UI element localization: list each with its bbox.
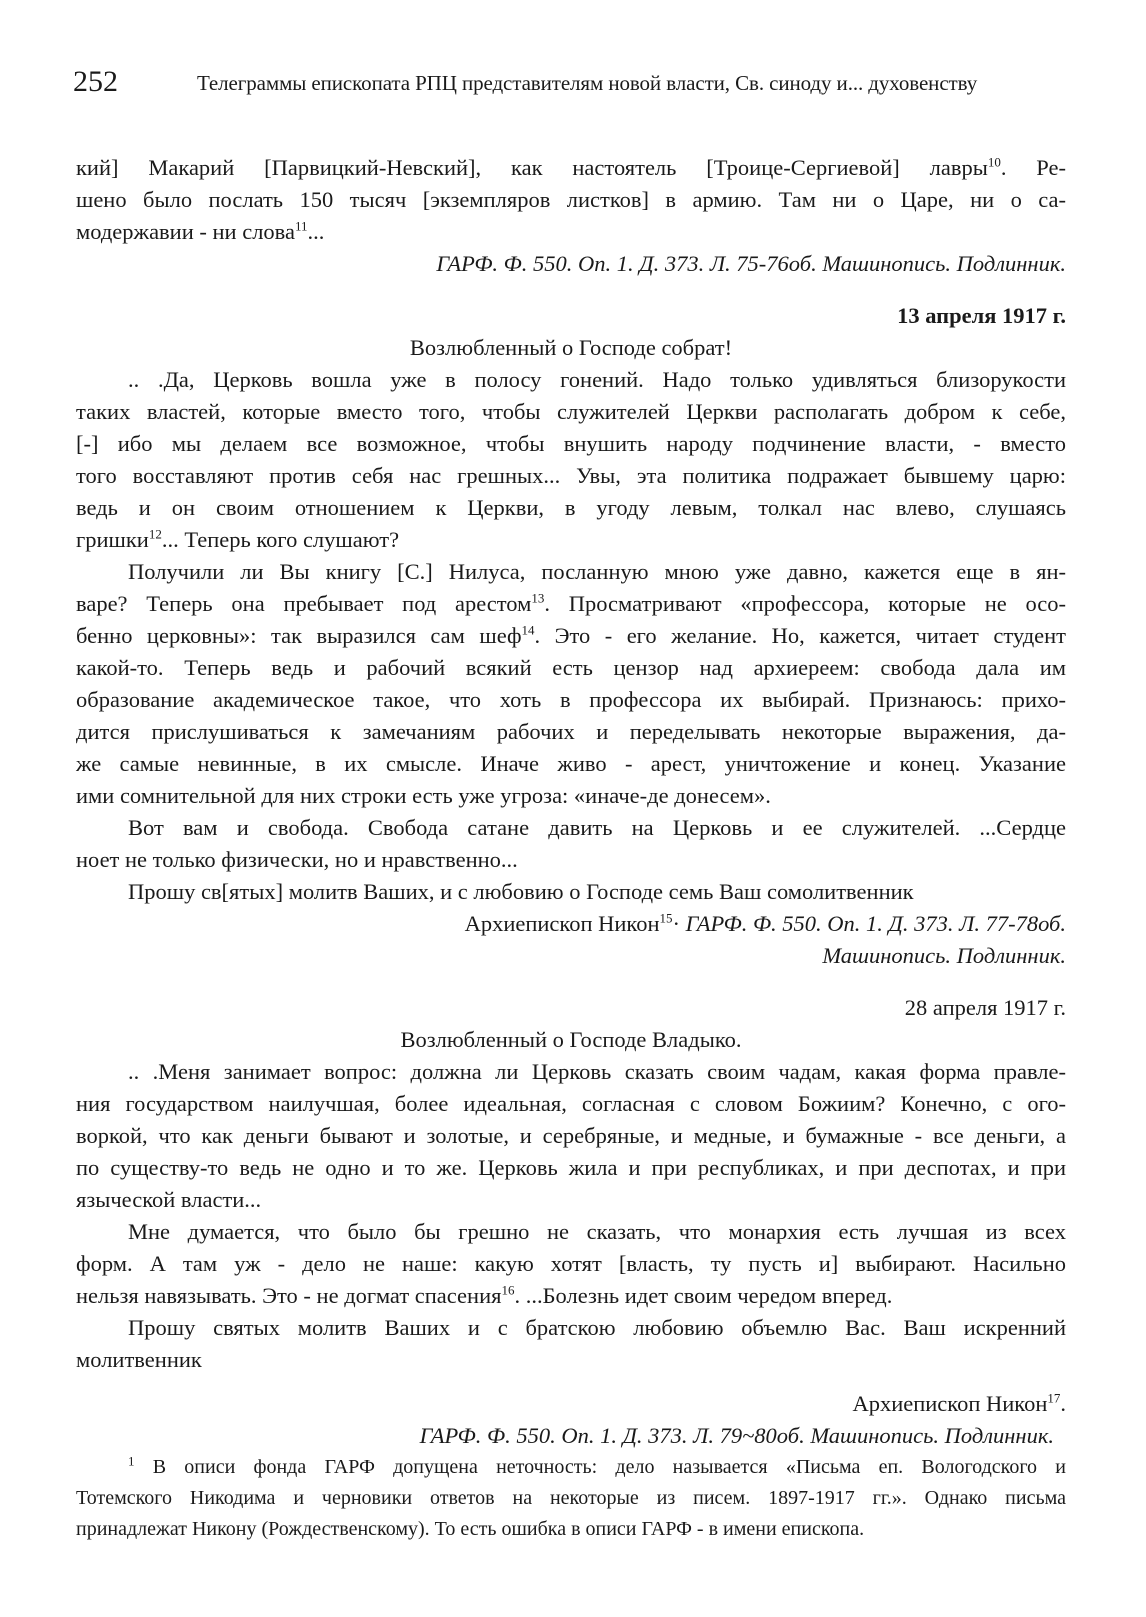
text-line: таких властей, которые вместо того, чтобы служителей Церкви располагать добром к себе,: [76, 399, 1066, 424]
footnote-ref: 13: [531, 590, 545, 606]
footnote-ref: 11: [295, 218, 308, 234]
letter-signature: Архиепископ Никон$^{17}$.: [852, 1390, 1066, 1416]
text-line: .. .Да, Церковь вошла уже в полосу гонений. Надо только удивляться близорукости: [128, 367, 1066, 392]
text-line: ния государством наилучшая, более идеальная, согласная с словом Божиим? Конечно, с ого-: [76, 1091, 1066, 1116]
footnote-ref: 16: [501, 1282, 515, 1298]
archive-source: ГАРФ. Ф. 550. Оп. 1. Д. 373. Л. 75-76об. Машинопись. Подлинник.: [436, 251, 1066, 276]
letter-salutation: Возлюбленный о Господе Владыко.: [400, 1027, 742, 1052]
text-line: молитвенник: [76, 1347, 202, 1372]
text-line: ноет не только физически, но и нравственно...: [76, 847, 518, 872]
text-line: нельзя навязывать. Это - не догмат спасения$^{16}$. ...Болезнь идет своим чередом вперед.: [76, 1282, 893, 1308]
text-line: Мне думается, что было бы грешно не сказать, что монархия есть лучшая из всех: [128, 1219, 1066, 1244]
text-line: варе? Теперь она пребывает под арестом$^{13}$. Просматривают «профессора, которые не осо-: [76, 590, 1066, 616]
text-line: ими сомнительной для них строки есть уже угроза: «иначе-де донесем».: [76, 783, 771, 808]
footnote-line: $^1$ В описи фонда ГАРФ допущена неточность: дело называется «Письма еп. Вологодского и: [128, 1453, 1066, 1478]
text-line: Получили ли Вы книгу [С.] Нилуса, посланную мною уже давно, кажется еще в ян-: [128, 559, 1066, 584]
letter-closing: Прошу св[ятых] молитв Ваших, и с любовию о Господе семь Ваш сомолитвенник: [128, 879, 914, 904]
footnote-ref: 15: [659, 910, 673, 926]
text-line: же самые невинные, в их смысле. Иначе живо - арест, уничтожение и конец. Указание: [76, 751, 1066, 776]
text-line: по существу-то ведь не одно и то же. Церковь жила и при республиках, и при деспотах, и при: [76, 1155, 1066, 1180]
text-line: дится прислушиваться к замечаниям рабочих и переделывать некоторые выражения, да-: [76, 719, 1066, 744]
footnote-ref: 17: [1047, 1390, 1061, 1406]
page-number: 252: [73, 65, 118, 98]
text-line: образование академическое такое, что хоть в профессора их выбирай. Признаюсь: прихо-: [76, 687, 1066, 712]
footnote-ref: 14: [521, 622, 535, 638]
running-title: Телеграммы епископата РПЦ представителям новой власти, Св. синоду и... духовенству: [197, 71, 978, 95]
footnote-line: Тотемского Никодима и черновики ответов на некоторые из писем. 1897-1917 гг.». Однако письма: [76, 1487, 1066, 1509]
text-line: того восставляют против себя нас грешных... Увы, эта политика подражает бывшему царю:: [76, 463, 1066, 488]
text-line: форм. А там уж - дело не наше: какую хотят [власть, ту пусть и] выбирают. Насильно: [76, 1251, 1066, 1276]
text-line: бенно церковны»: так выразился сам шеф$^{14}$. Это - его желание. Но, кажется, читает студент: [76, 622, 1067, 648]
archive-source: ГАРФ. Ф. 550. Оп. 1. Д. 373. Л. 79~80об. Машинопись. Подлинник.: [419, 1423, 1054, 1448]
text-line: ведь и он своим отношением к Церкви, в угоду левым, толкал нас влево, слушаясь: [76, 495, 1066, 520]
archive-source: ГАРФ. Ф. 550. Оп. 1. Д. 373. Л. 77-78об.: [685, 911, 1066, 936]
text-line: гришки$^{12}$... Теперь кого слушают?: [76, 526, 400, 552]
letter-signature: Архиепископ Никон$^{15}$· ГАРФ. Ф. 550. Оп. 1. Д. 373. Л. 77-78об.: [464, 910, 1066, 936]
text-line: модержавии - ни слова$^{11}$...: [76, 218, 325, 244]
text-line: [-] ибо мы делаем все возможное, чтобы внушить народу подчинение власти, - вместо: [76, 431, 1066, 456]
footnote: [76, 1452, 1066, 1545]
text-line: Вот вам и свобода. Свобода сатане давить на Церковь и ее служителей. ...Сердце: [128, 815, 1066, 840]
text-line: шено было послать 150 тысяч [экземпляров листков] в армию. Там ни о Царе, ни о са-: [76, 187, 1066, 212]
letter-date: 28 апреля 1917 г.: [904, 995, 1066, 1020]
letter-salutation: Возлюбленный о Господе собрат!: [409, 335, 733, 360]
footnote-ref: 10: [987, 154, 1001, 170]
footnote-line: принадлежат Никону (Рождественскому). То есть ошибка в описи ГАРФ - в имени епископа.: [76, 1518, 865, 1540]
page-header: [73, 64, 1063, 104]
footnote-number: 1: [128, 1453, 135, 1469]
footnote-ref: 12: [148, 526, 162, 542]
text-line: языческой власти...: [76, 1187, 262, 1212]
text-line: Прошу святых молитв Ваших и с братскою любовию объемлю Вас. Ваш искренний: [128, 1315, 1066, 1340]
text-line: кий] Макарий [Парвицкий-Невский], как настоятель [Троице-Сергиевой] лавры$^{10}$. Ре-: [76, 154, 1066, 180]
text-line: какой-то. Теперь ведь и рабочий всякий есть цензор над архиереем: свобода дала им: [76, 655, 1066, 680]
text-line: .. .Меня занимает вопрос: должна ли Церковь сказать своим чадам, какая форма правле-: [128, 1059, 1066, 1084]
page-content: [76, 152, 1066, 1545]
text-line: воркой, что как деньги бывают и золотые, и серебряные, и медные, и бумажные - все деньги, а: [76, 1123, 1066, 1148]
letter-date: 13 апреля 1917 г.: [897, 303, 1066, 328]
archive-source: Машинопись. Подлинник.: [822, 943, 1066, 968]
